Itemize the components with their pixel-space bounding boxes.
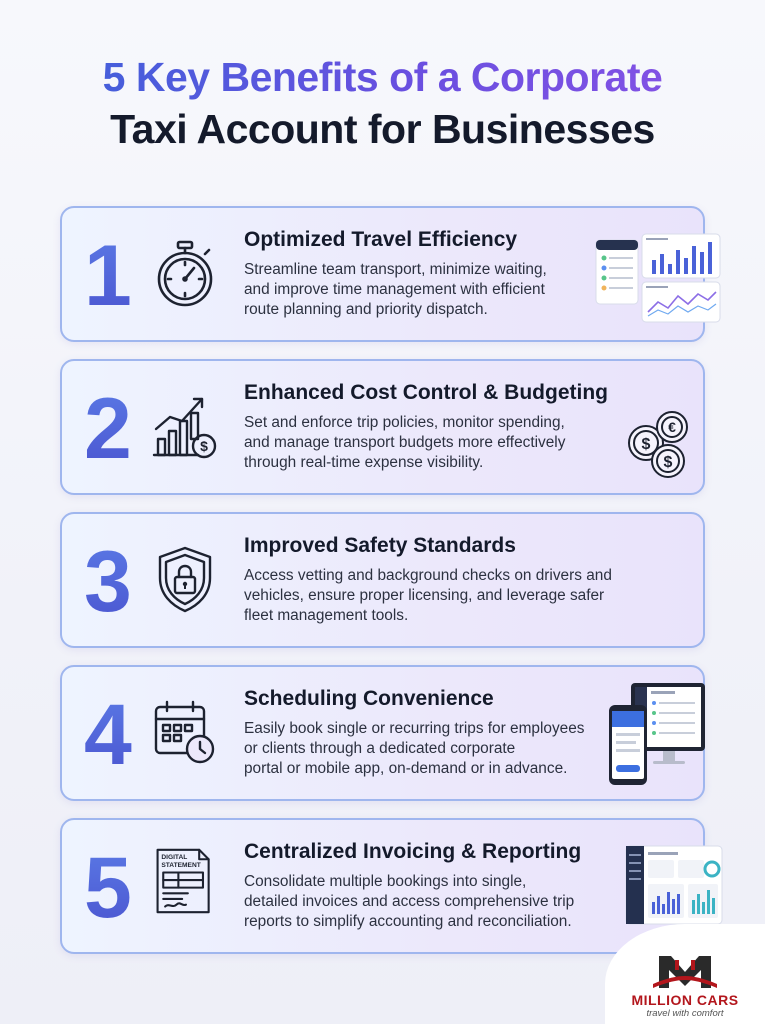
description-line: route planning and priority dispatch. [244,301,488,318]
statement-text: STATEMENT [161,861,201,869]
stopwatch-icon [152,238,218,308]
statement-text: DIGITAL [161,854,188,862]
description-line: fleet management tools. [244,607,409,624]
description-line: vehicles, ensure proper licensing, and leverage safer [244,587,605,604]
benefit-title: Optimized Travel Efficiency [244,228,518,251]
description-line: Easily book single or recurring trips for employees [244,720,585,737]
description-line: Access vetting and background checks on drivers and [244,567,612,584]
reporting-dashboard-illustration [624,844,724,928]
benefit-title: Enhanced Cost Control & Budgeting [244,381,608,404]
description-line: reports to simplify accounting and reconciliation. [244,913,572,930]
logo-name: MILLION CARS [631,992,739,1008]
coin-symbol: € [668,419,676,435]
description-line: through real-time expense visibility. [244,454,484,471]
description-line: Set and enforce trip policies, monitor spending, [244,414,565,431]
benefit-number: 4 [84,687,132,783]
benefit-title: Improved Safety Standards [244,534,516,557]
benefit-number: 3 [84,534,132,630]
monitor-and-phone-illustration [607,681,707,791]
description-line: detailed invoices and access comprehensive trip [244,893,575,910]
logo-tagline: travel with comfort [646,1008,724,1019]
coin-symbol: $ [641,436,651,453]
coins-icon [624,407,694,481]
description-line: and improve time management with efficient [244,281,545,298]
logo-mark-icon [653,950,717,992]
svg-text:$: $ [200,438,208,454]
benefit-description [244,260,614,320]
benefit-number: 1 [84,228,132,324]
calendar-clock-icon [152,697,218,767]
benefit-description [244,719,614,779]
million-cars-logo [605,924,765,1024]
digital-statement-icon [152,846,218,916]
title-line-2: Taxi Account for Businesses [110,106,655,152]
benefit-card-3 [60,512,705,648]
benefit-description [244,872,614,932]
growth-chart-dollar-icon [152,391,218,461]
benefit-description [244,413,614,473]
coin-symbol: $ [663,454,673,471]
benefit-card-4 [60,665,705,801]
benefit-description [244,566,614,626]
description-line: or clients through a dedicated corporate [244,740,516,757]
title-line-1: 5 Key Benefits of a Corporate [0,52,765,102]
benefit-title: Centralized Invoicing & Reporting [244,840,582,863]
shield-lock-icon [152,544,218,614]
benefit-number: 5 [84,840,132,936]
description-line: and manage transport budgets more effectively [244,434,566,451]
description-line: portal or mobile app, on-demand or in advance. [244,760,568,777]
page-header [0,52,765,154]
description-line: Streamline team transport, minimize waiting, [244,261,547,278]
dashboard-charts-illustration [594,230,722,326]
benefit-title: Scheduling Convenience [244,687,494,710]
benefit-card-2 [60,359,705,495]
benefit-card-1 [60,206,705,342]
benefit-number: 2 [84,381,132,477]
description-line: Consolidate multiple bookings into single, [244,873,527,890]
